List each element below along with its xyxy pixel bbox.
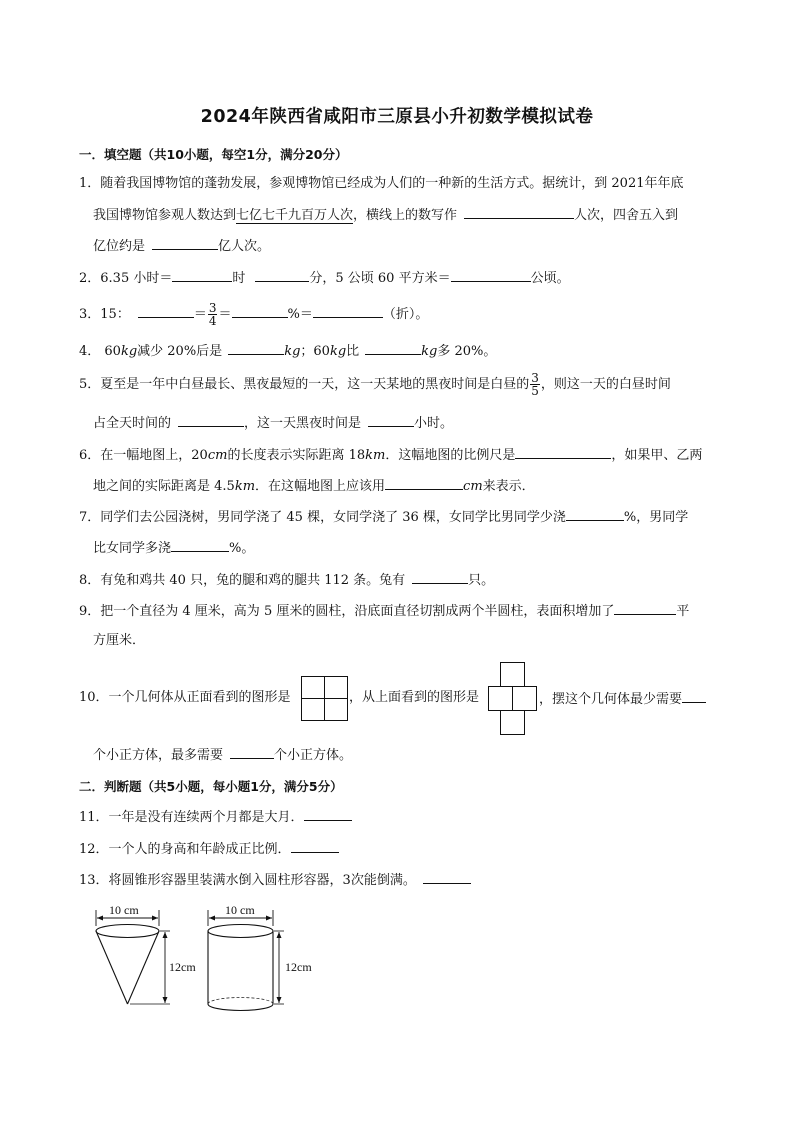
q3-blank-2[interactable] bbox=[232, 304, 288, 318]
q2-blank-3[interactable] bbox=[451, 268, 531, 282]
section-judgement-heading: 二．判断题（共5小题，每小题1分，满分5分） bbox=[79, 779, 343, 794]
q1-blank-2[interactable] bbox=[152, 236, 218, 250]
q12-blank[interactable] bbox=[291, 839, 339, 853]
q9-line-2: 方厘米． bbox=[93, 633, 146, 648]
q13-blank[interactable] bbox=[423, 870, 471, 884]
q10-blank-2[interactable] bbox=[230, 745, 274, 759]
q12-line: 12．一个人的身高和年龄成正比例． bbox=[79, 839, 339, 859]
q10-blank-1[interactable] bbox=[682, 689, 706, 703]
q11-blank[interactable] bbox=[304, 807, 352, 821]
q13-line: 13．将圆锥形容器里装满水倒入圆柱形容器，3次能倒满。 bbox=[79, 870, 471, 890]
q10-text-c: ，摆这个几何体最少需要 bbox=[539, 689, 706, 709]
q6-blank-2[interactable] bbox=[385, 476, 463, 490]
q1-blank-1[interactable] bbox=[464, 205, 574, 219]
q7-line-1: 7．同学们去公园浇树，男同学浇了 45 棵，女同学浇了 36 棵，女同学比男同学少浇 %，男同学 bbox=[79, 507, 688, 527]
cylinder-diameter-label: 10 cm bbox=[225, 903, 255, 917]
q5-blank-1[interactable] bbox=[178, 413, 244, 427]
q4-blank-2[interactable] bbox=[365, 341, 421, 355]
cone-diameter-label: 10 cm bbox=[109, 903, 139, 917]
q1-underlined-number: 七亿七千九百万人次 bbox=[236, 208, 354, 223]
q6-blank-1[interactable] bbox=[515, 445, 611, 459]
q7-line-2: 比女同学多浇 %。 bbox=[93, 538, 254, 558]
q13-cone-cylinder-figure bbox=[88, 898, 328, 1016]
q10-front-view-figure bbox=[301, 676, 348, 721]
page-title: 2024年陕西省咸阳市三原县小升初数学模拟试卷 bbox=[200, 107, 594, 127]
q3-line: 3．15： ＝ $\frac{3}{4}$ ＝ %＝ （折）。 bbox=[79, 301, 429, 328]
q6-line-1: 6．在一幅地图上，20cm的长度表示实际距离 18km．这幅地图的比例尺是 ，如果甲、乙两 bbox=[79, 445, 702, 465]
q2-blank-1[interactable] bbox=[172, 268, 232, 282]
q1-line-3: 亿位约是 亿人次。 bbox=[93, 236, 270, 256]
q11-line: 11．一年是没有连续两个月都是大月． bbox=[79, 807, 352, 827]
cylinder-height-label: 12cm bbox=[285, 960, 312, 974]
q5-line-1: 5．夏至是一年中白昼最长、黑夜最短的一天，这一天某地的黑夜时间是白昼的 $\frac{3}{5}$ ，则这一天的白昼时间 bbox=[79, 371, 671, 398]
cylinder-top-rim bbox=[208, 925, 273, 938]
section-fill-blank-heading: 一．填空题（共10小题，每空1分，满分20分） bbox=[79, 147, 348, 162]
q10-line-2: 个小正方体，最多需要 个小正方体。 bbox=[93, 745, 352, 765]
q9-line-1: 9．把一个直径为 4 厘米，高为 5 厘米的圆柱，沿底面直径切割成两个半圆柱，表面积增加了 平 bbox=[79, 601, 689, 621]
q4-line: 4． 60kg减少 20%后是 kg；60kg比 kg多 20%。 bbox=[79, 341, 496, 361]
q10-top-view-figure bbox=[488, 662, 538, 736]
q8-line: 8．有兔和鸡共 40 只，兔的腿和鸡的腿共 112 条。兔有 只。 bbox=[79, 570, 494, 590]
q6-line-2: 地之间的实际距离是 4.5km．在这幅地图上应该用 cm来表示． bbox=[93, 476, 535, 496]
cone-height-label: 12cm bbox=[169, 960, 196, 974]
q4-blank-1[interactable] bbox=[228, 341, 284, 355]
q7-blank-1[interactable] bbox=[566, 507, 624, 521]
q5-fraction: $\frac{3}{5}$ bbox=[531, 371, 539, 398]
q5-line-2: 占全天时间的 ，这一天黑夜时间是 小时。 bbox=[93, 413, 453, 433]
q3-fraction: $\frac{3}{4}$ bbox=[208, 301, 217, 328]
q1-line-1: 1．随着我国博物馆的蓬勃发展，参观博物馆已经成为人们的一种新的生活方式。据统计，到 2021年年底 bbox=[79, 176, 684, 191]
q1-line-2: 我国博物馆参观人数达到七亿七千九百万人次，横线上的数写作 人次，四舍五入到 bbox=[93, 205, 678, 225]
q10-text-a: 10．一个几何体从正面看到的图形是 bbox=[79, 690, 291, 705]
q3-blank-3[interactable] bbox=[313, 304, 383, 318]
q9-blank[interactable] bbox=[614, 601, 676, 615]
q7-blank-2[interactable] bbox=[171, 538, 229, 552]
q2-blank-2[interactable] bbox=[255, 268, 309, 282]
q2-line: 2．6.35 小时＝ 时 分，5 公顷 60 平方米＝ 公顷。 bbox=[79, 268, 570, 288]
q8-blank[interactable] bbox=[412, 570, 468, 584]
q3-blank-1[interactable] bbox=[138, 304, 194, 318]
cone-rim bbox=[96, 925, 159, 938]
q5-blank-2[interactable] bbox=[368, 413, 414, 427]
q10-text-b: ，从上面看到的图形是 bbox=[349, 690, 480, 705]
